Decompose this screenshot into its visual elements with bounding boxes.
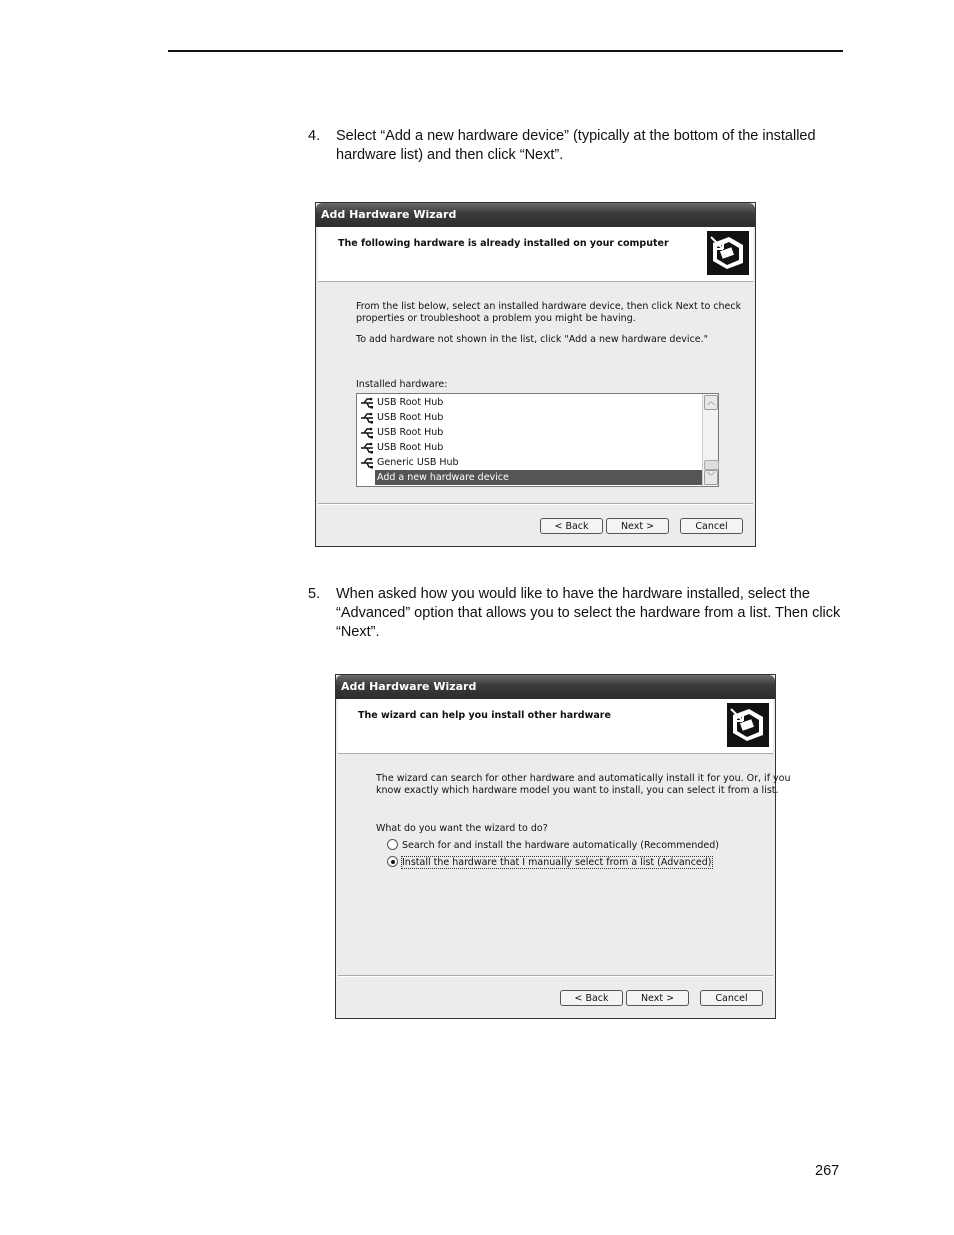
- footer-separator: [338, 975, 773, 977]
- add-hint: To add hardware not shown in the list, click "Add a new hardware device.": [356, 334, 709, 345]
- step-text: Select “Add a new hardware device” (typically at the bottom of the installed hardware list) and then click “Next”.: [336, 128, 816, 163]
- step-text: When asked how you would like to have the hardware installed, select the “Advanced” option that allows you to select the hardware from a list. Then click “Next”.: [336, 586, 841, 640]
- intro-line-2: properties or troubleshoot a problem you might be having.: [356, 313, 636, 324]
- hardware-card-icon: [727, 703, 769, 747]
- option-auto-label: Search for and install the hardware automatically (Recommended): [402, 840, 719, 851]
- installed-hardware-label: Installed hardware:: [356, 379, 448, 390]
- scroll-up-button[interactable]: ︿: [704, 395, 718, 410]
- scroll-thumb[interactable]: [704, 460, 719, 470]
- step-number: 4.: [308, 128, 321, 144]
- intro-line-1: The wizard can search for other hardware and automatically install it for you. Or, if you: [376, 773, 791, 784]
- footer-separator: [318, 503, 753, 505]
- intro-line-2: know exactly which hardware model you want to install, you can select it from a list.: [376, 785, 779, 796]
- step-4: [308, 127, 848, 165]
- radio-auto[interactable]: [387, 839, 398, 850]
- list-item[interactable]: [360, 395, 443, 410]
- wizard-header: [338, 699, 773, 754]
- next-button[interactable]: Next >: [606, 518, 669, 534]
- window-title: Add Hardware Wizard: [341, 680, 477, 693]
- list-item[interactable]: [360, 425, 443, 440]
- page-number: 267: [815, 1163, 840, 1179]
- list-item-label: USB Root Hub: [377, 427, 444, 438]
- cancel-button[interactable]: Cancel: [700, 990, 763, 1006]
- next-button[interactable]: Next >: [626, 990, 689, 1006]
- wizard-header: [318, 227, 753, 282]
- list-item-label: Add a new hardware device: [377, 472, 509, 483]
- intro-line-1: From the list below, select an installed hardware device, then click Next to check: [356, 301, 742, 312]
- option-manual[interactable]: [387, 857, 712, 869]
- list-item[interactable]: [360, 410, 443, 425]
- list-item-label: USB Root Hub: [377, 442, 444, 453]
- usb-icon: [360, 457, 374, 469]
- list-item[interactable]: [360, 455, 459, 470]
- list-item-label: Generic USB Hub: [377, 457, 459, 468]
- top-rule: [168, 50, 843, 52]
- wizard-header-title: The wizard can help you install other hardware: [358, 710, 611, 721]
- option-auto[interactable]: [387, 840, 719, 852]
- title-bar[interactable]: [316, 203, 755, 227]
- list-item[interactable]: [360, 440, 443, 455]
- add-hardware-wizard-dialog-1: [315, 202, 756, 547]
- usb-icon: [360, 397, 374, 409]
- wizard-header-title: The following hardware is already installed on your computer: [338, 238, 669, 249]
- radio-manual[interactable]: [387, 856, 398, 867]
- installed-hardware-list[interactable]: [356, 393, 719, 487]
- usb-icon: [360, 442, 374, 454]
- cancel-button[interactable]: Cancel: [680, 518, 743, 534]
- list-item-label: USB Root Hub: [377, 412, 444, 423]
- option-manual-label: Install the hardware that I manually select from a list (Advanced): [402, 857, 712, 868]
- scrollbar[interactable]: [702, 394, 718, 486]
- hardware-card-icon: [707, 231, 749, 275]
- back-button[interactable]: < Back: [560, 990, 623, 1006]
- usb-icon: [360, 412, 374, 424]
- back-button[interactable]: < Back: [540, 518, 603, 534]
- add-hardware-wizard-dialog-2: [335, 674, 791, 1019]
- list-item-label: USB Root Hub: [377, 397, 444, 408]
- usb-icon: [360, 427, 374, 439]
- title-bar[interactable]: [336, 675, 775, 699]
- list-item-selected[interactable]: [375, 470, 703, 485]
- window-title: Add Hardware Wizard: [321, 208, 457, 221]
- step-number: 5.: [308, 586, 321, 602]
- step-5: [308, 585, 848, 642]
- question-label: What do you want the wizard to do?: [376, 823, 548, 834]
- scroll-down-button[interactable]: ﹀: [704, 470, 718, 485]
